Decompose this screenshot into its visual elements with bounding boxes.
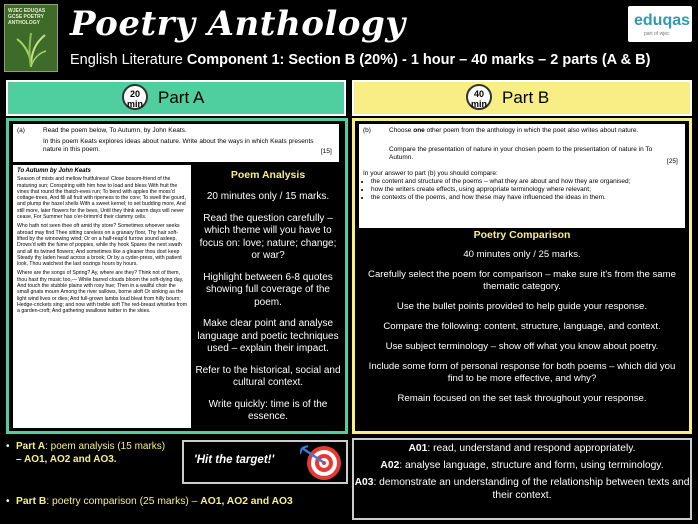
clock-icon-20-min — [122, 84, 148, 110]
analysis-tip: Make clear point and analyse language and poetic techniques used – explain their impact. — [197, 318, 339, 354]
clock-num: 40 — [473, 89, 484, 99]
poem-analysis-heading: Poem Analysis — [230, 169, 306, 181]
question-line-1 — [389, 127, 669, 135]
part-b-summary-item — [6, 496, 346, 507]
q1b: one — [413, 127, 425, 134]
eduqas-logo — [628, 6, 692, 42]
poetry-comparison-heading: Poetry Comparison — [473, 229, 571, 241]
part-b-summary — [6, 496, 346, 507]
page-title: Poetry Anthology — [70, 4, 406, 44]
part-b-text: : poetry comparison (25 marks) – — [46, 496, 201, 507]
answer-bullet: • the contexts of the poems, and how these may have influenced the ideas in them. — [371, 194, 687, 202]
ao1 — [354, 442, 690, 455]
assessment-objectives — [352, 438, 692, 520]
answer-bullet: • the content and structure of the poems – what they are about and how they are organised; — [371, 178, 687, 186]
analysis-tip: Write quickly: time is of the essence. — [208, 398, 328, 422]
part-a-summary-item — [6, 440, 180, 466]
question-marks: [25] — [667, 158, 678, 165]
question-line-2: In this poem Keats explores ideas about nature. Write about the ways in which Keats presents nature in this poem. — [43, 138, 314, 153]
comparison-tip: 40 minutes only / 25 marks. — [463, 249, 581, 260]
part-a-label: Part A — [158, 88, 205, 107]
part-a-panel — [6, 118, 348, 434]
poem-analysis-tips — [195, 165, 341, 433]
ao3-text: : demonstrate an understanding of the relationship between texts and their context. — [373, 477, 690, 501]
subtitle-prefix: English Literature — [70, 52, 183, 68]
part-b-panel — [352, 118, 692, 434]
analysis-tip: 20 minutes only / 15 marks. — [206, 191, 330, 202]
part-b-bold: Part B — [16, 496, 47, 507]
question-line-1: Read the poem below, To Autumn, by John Keats. — [43, 127, 187, 134]
ao1-text: : read, understand and respond appropriately. — [427, 443, 636, 454]
poem-stanza-1: Season of mists and mellow fruitfulness! Close bosom-friend of the maturing sun; Conspiring with him how to load and bless With fruit the vines that round the thatch-eves run; To bend with apples the moss'd cottage-trees, And fill all fruit with ripeness to the core; To swell the gourd, and plump the hazel shells With a sweet kernel; to set budding more, And still more, later flowers for the bees, Until they think warm days will never cease, For Summer has o'er-brimm'd their clammy cells. — [17, 176, 186, 221]
part-a-summary — [6, 440, 180, 466]
poem-title: To Autumn by John Keats — [17, 168, 91, 174]
part-b-label: Part B — [502, 88, 550, 107]
bullet-icon: • — [6, 496, 10, 507]
part-a-text: : poem analysis (15 marks) — [45, 441, 166, 452]
ao3 — [354, 476, 690, 502]
comparison-tip: Use subject terminology – show off what you know about poetry. — [385, 341, 659, 352]
poem-text-box — [13, 165, 191, 428]
book-title: WJEC EDUQAS GCSE POETRY ANTHOLOGY — [8, 8, 46, 26]
hit-the-target-box — [182, 440, 348, 484]
comparison-tip: Use the bullet points provided to help guide your response. — [396, 301, 648, 312]
hit-the-target-text: 'Hit the target!' — [194, 454, 275, 466]
poetry-comparison-tips — [363, 229, 681, 413]
anthology-book-cover — [4, 4, 58, 72]
answer-intro: In your answer to part (b) you should compare: — [363, 170, 498, 177]
answer-bullet: • how the writers create effects, using appropriate terminology where relevant; — [371, 186, 687, 194]
analysis-tip: Highlight between 6-8 quotes showing full coverage of the poem. — [203, 271, 333, 308]
comparison-tip: Compare the following: content, structure, language, and context. — [383, 321, 661, 332]
clock-unit: min — [470, 99, 487, 109]
part-a-question — [13, 124, 339, 162]
comparison-tip: Carefully select the poem for comparison – make sure it's from the same thematic category. — [368, 269, 676, 292]
ao3-label: A03 — [354, 477, 374, 488]
logo-text: eduqas — [634, 12, 691, 29]
part-b-aos: AO1, AO2 and AO3 — [200, 496, 293, 507]
part-b-header — [352, 80, 692, 116]
ao2-text: : analyse language, structure and form, using terminology. — [399, 460, 664, 471]
q1c: other poem from the anthology in which the poet also writes about nature. — [424, 127, 639, 134]
ao2 — [354, 459, 690, 472]
question-line-2: Compare the presentation of nature in your chosen poem to the presentation of nature in To Autumn. — [389, 146, 653, 161]
part-a-aos: – AO1, AO2 and AO3. — [16, 454, 117, 465]
clock-icon-40-min — [466, 84, 492, 110]
comparison-tip: Remain focused on the set task throughout your response. — [397, 393, 647, 404]
part-a-header — [6, 80, 346, 116]
subtitle-component: Component 1: Section B (20%) - 1 hour – 40 marks – 2 parts (A & B) — [186, 52, 651, 68]
clock-num: 20 — [129, 89, 140, 99]
answer-bullets — [363, 178, 687, 202]
plant-icon — [15, 31, 47, 67]
ao1-label: A01 — [408, 443, 428, 454]
q1a: Choose — [389, 127, 414, 134]
logo-subtext: part of wjec — [644, 31, 670, 37]
clock-unit: min — [126, 99, 143, 109]
target-icon — [300, 444, 344, 482]
part-b-question — [359, 124, 685, 228]
comparison-tip: Include some form of personal response for both poems – which did you find to be more effective, and why? — [368, 361, 676, 384]
ao2-label: A02 — [380, 460, 400, 471]
part-a-bold: Part A — [16, 441, 46, 452]
question-marks: [15] — [321, 148, 332, 155]
poem-stanza-3: Where are the songs of Spring? Ay, where are they? Think not of them, thou hast thy music too,— While barred clouds bloom the soft-dying day, And touch the stubble plains with rosy hue; Then in a wailful choir the small gnats mourn Among the river sallows, borne aloft Or sinking as the light wind lives or dies; And full-grown lambs loud bleat from hilly bourn; Hedge-crickets sing; and now with treble soft The red-breast whistles from a garden-croft; And gathering swallows twitter in the skies. — [17, 270, 188, 315]
page-subtitle — [70, 52, 650, 68]
question-label: (b) — [363, 127, 371, 134]
poem-stanza-2: Who hath not seen thee oft amid thy store? Sometimes whoever seeks abroad may find Thee sitting careless on a granary floor, Thy hair soft-lifted by the winnowing wind; Or on a half-reap'd furrow sound asleep, Drows'd with the fume of poppies, while thy hook Spares the next swath and all its twined flowers; And sometimes like a gleaner thou dost keep Steady thy laden head across a brook; Or by a cyder-press, with patient look, Thou watchest the last oozings hours by hours. — [17, 223, 182, 268]
question-label: (a) — [17, 127, 25, 134]
analysis-tip: Read the question carefully – which theme will you have to focus on: love; nature; change; or war? — [199, 212, 337, 261]
analysis-tip: Refer to the historical, social and cultural context. — [195, 364, 341, 388]
